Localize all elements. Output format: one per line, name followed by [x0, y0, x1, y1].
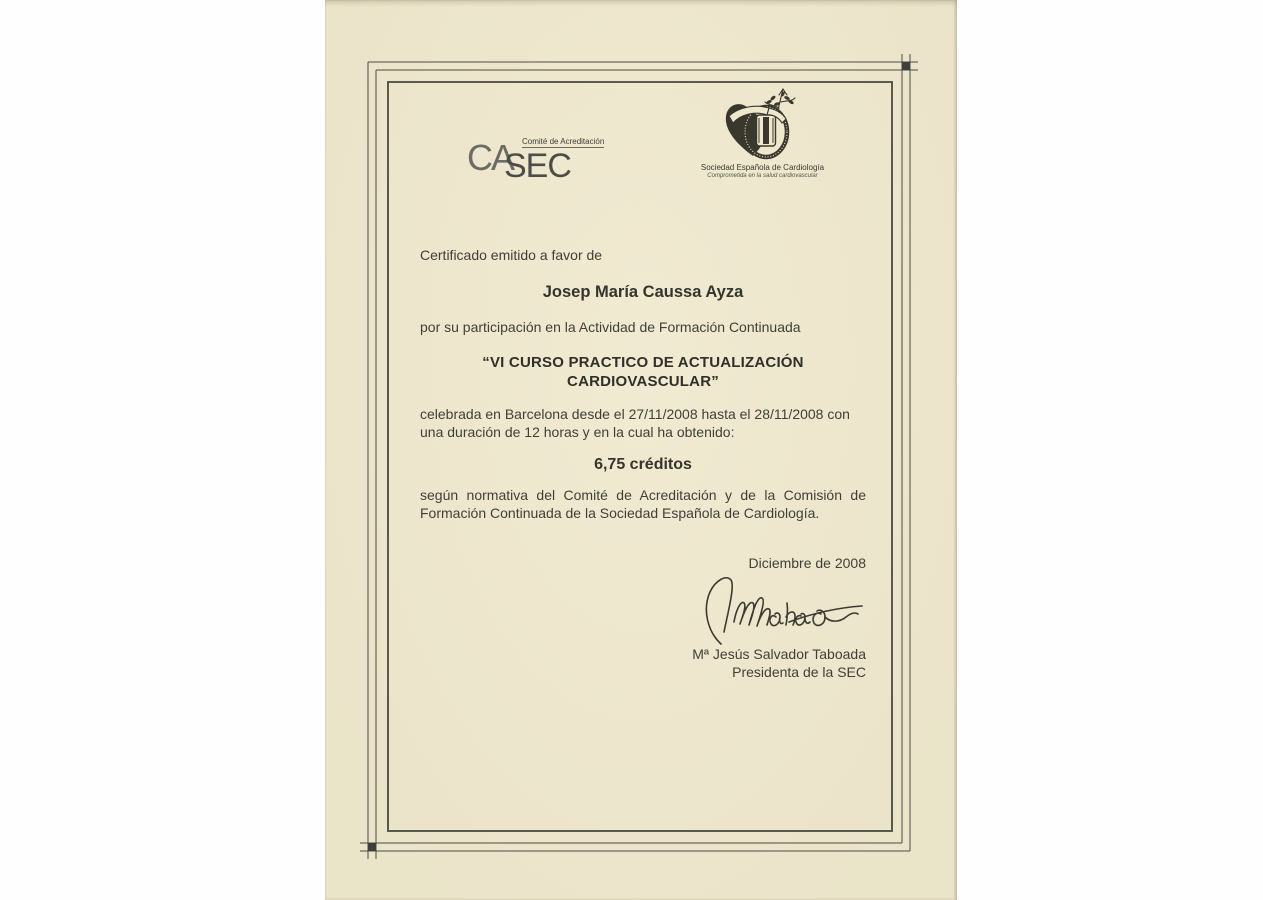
recipient-name: Josep María Caussa Ayza — [542, 283, 744, 301]
certificate-border-frame — [325, 0, 957, 900]
sec-org-name: Sociedad Española de Cardiología — [700, 163, 825, 172]
sec-heart-shield-emblem-icon — [713, 86, 805, 164]
issued-to-label: Certificado emitido a favor de — [420, 247, 603, 263]
credits-value: 6,75 créditos — [594, 456, 692, 473]
signature-handwriting — [688, 570, 873, 648]
event-details — [420, 405, 866, 441]
participation-line: por su participación en la Actividad de Formación Continuada — [420, 319, 801, 335]
casec-logo-sec: SEC — [504, 147, 571, 185]
casec-logo-ca: CA — [467, 137, 514, 178]
course-title — [420, 353, 866, 391]
accreditation-line1: según normativa del Comité de Acreditación y de la Comisión de — [420, 487, 866, 503]
sec-org-tagline: Comprometida en la salud cardiovascular — [707, 173, 818, 179]
event-details-line1: celebrada en Barcelona desde el 27/11/2008 hasta el 28/11/2008 con — [420, 406, 850, 422]
casec-committee-label: Comité de Acreditación — [522, 137, 605, 146]
course-title-line1: “VI CURSO PRACTICO DE ACTUALIZACIÓN — [482, 354, 804, 371]
signer-title: Presidenta de la SEC — [732, 664, 866, 680]
certificate-paper — [325, 0, 957, 900]
issue-date: Diciembre de 2008 — [748, 555, 866, 571]
event-details-line2: una duración de 12 horas y en la cual ha obtenido: — [420, 424, 735, 440]
accreditation-line2: Formación Continuada de la Sociedad Española de Cardiología. — [420, 505, 820, 521]
course-title-line2: CARDIOVASCULAR” — [567, 373, 719, 390]
casec-logo — [465, 136, 605, 188]
signer-name: Mª Jesús Salvador Taboada — [692, 646, 866, 662]
